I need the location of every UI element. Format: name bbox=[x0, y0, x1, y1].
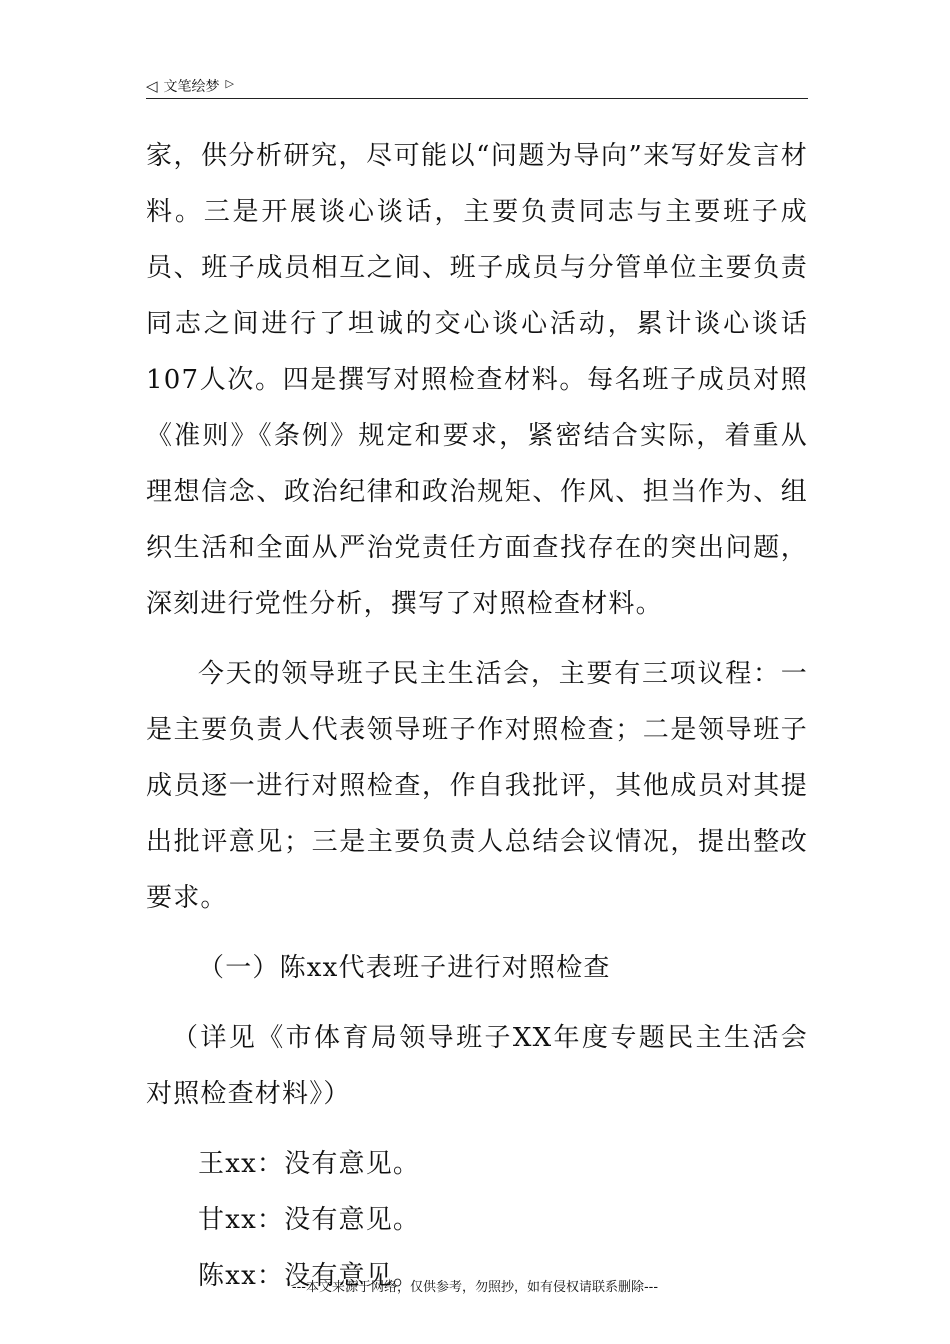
header-rule bbox=[146, 98, 808, 99]
paragraph-2: 今天的领导班子民主生活会，主要有三项议程：一是主要负责人代表领导班子作对照检查；二是领导班子成员逐一进行对照检查，作自我批评，其他成员对其提出批评意见；三是主要负责人总结会议情况，提出整改要求。 bbox=[146, 659, 808, 913]
right-triangle-icon: ▷ bbox=[225, 76, 235, 90]
paragraph-gap bbox=[146, 996, 808, 1010]
opinion-chen: 陈xx：没有意见。 bbox=[198, 1261, 421, 1291]
paragraph-gap bbox=[146, 926, 808, 940]
opinion-wang: 王xx：没有意见。 bbox=[198, 1149, 421, 1179]
opinion-gan: 甘xx：没有意见。 bbox=[198, 1205, 421, 1235]
left-triangle-icon: ◁ bbox=[146, 76, 158, 95]
section-heading: （一）陈xx代表班子进行对照检查 bbox=[198, 953, 611, 983]
page-footer: ---本文来源于网络，仅供参考，勿照抄，如有侵权请联系删除--- bbox=[291, 1280, 659, 1295]
paragraph-gap bbox=[146, 632, 808, 646]
paragraph-gap bbox=[146, 1122, 808, 1136]
header-title: 文笔绘梦 bbox=[163, 79, 220, 95]
paragraph-reference: （详见《市体育局领导班子XX年度专题民主生活会对照检查材料》） bbox=[146, 1023, 808, 1109]
paragraph-1: 家，供分析研究，尽可能以“问题为导向”来写好发言材料。三是开展谈心谈话，主要负责同志与主要班子成员、班子成员相互之间、班子成员与分管单位主要负责同志之间进行了坦诚的交心谈心活动，累计谈心谈话107人次。四是撰写对照检查材料。每名班子成员对照《准则》《条例》规定和要求，紧密结合实际，着重从理想信念、政治纪律和政治规矩、作风、担当作为、组织生活和全面从严治党责任方面查找存在的突出问题，深刻进行党性分析，撰写了对照检查材料。 bbox=[146, 141, 808, 619]
document-body bbox=[146, 128, 808, 1304]
page-header bbox=[146, 74, 806, 98]
